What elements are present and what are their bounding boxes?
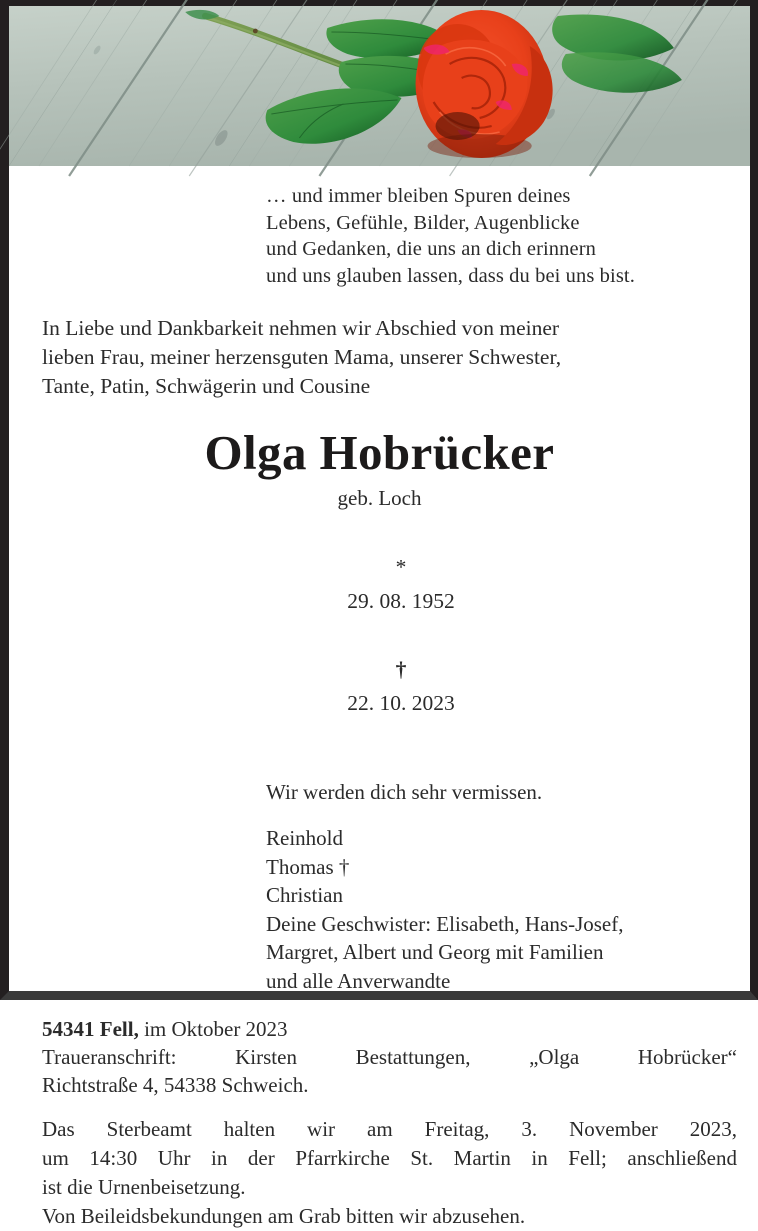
- survivors-list: [30, 806, 729, 995]
- intro-line-3: Tante, Patin, Schwägerin und Cousine: [42, 374, 371, 398]
- deceased-name-block: [30, 401, 729, 754]
- service-line-2: um 14:30 Uhr in der Pfarrkirche St. Martin in Fell; anschließend: [42, 1146, 737, 1170]
- intro-line-2: lieben Frau, meiner herzensguten Mama, unserer Schwester,: [42, 345, 562, 369]
- death-symbol: †: [395, 657, 407, 681]
- notice-date: im Oktober 2023: [144, 1017, 288, 1041]
- survivor-line-3: Christian: [266, 883, 343, 907]
- verse-line-4: und uns glauben lassen, dass du bei uns bist.: [266, 264, 635, 287]
- verse-line-2: Lebens, Gefühle, Bilder, Augenblicke: [266, 211, 580, 234]
- service-line-4: Von Beileidsbekundungen am Grab bitten wir abzusehen.: [42, 1204, 526, 1228]
- memorial-verse: [30, 166, 729, 289]
- survivor-line-1: Reinhold: [266, 826, 343, 850]
- survivor-line-4: Deine Geschwister: Elisabeth, Hans-Josef,: [266, 911, 624, 936]
- birth-symbol: *: [395, 555, 407, 579]
- birth-date: 29. 08. 1952: [347, 589, 455, 613]
- place-name: 54341 Fell,: [42, 1017, 139, 1041]
- farewell-line: Wir werden dich sehr vermissen.: [266, 780, 543, 804]
- deceased-full-name: Olga Hobrücker: [204, 425, 555, 480]
- survivor-line-2: Thomas †: [266, 854, 350, 879]
- intro-line-1: In Liebe und Dankbarkeit nehmen wir Abschied von meiner: [42, 316, 560, 340]
- notice-text-body: [9, 166, 750, 1231]
- service-line-1: Das Sterbeamt halten wir am Freitag, 3. November 2023,: [42, 1117, 737, 1141]
- introduction-paragraph: [30, 289, 729, 401]
- rose-photo-banner: [9, 6, 750, 166]
- death-date: 22. 10. 2023: [347, 691, 455, 715]
- verse-line-1: … und immer bleiben Spuren deines: [266, 185, 571, 207]
- survivor-line-6: und alle Anverwandte: [266, 968, 451, 993]
- rose-photo-illustration: [9, 6, 750, 166]
- street-address-line: Richtstraße 4, 54338 Schweich.: [42, 1073, 309, 1097]
- verse-line-3: und Gedanken, die uns an dich erinnern: [266, 238, 596, 260]
- survivor-line-5: Margret, Albert und Georg mit Familien: [266, 940, 604, 964]
- deceased-maiden-name: geb. Loch: [337, 486, 422, 510]
- mourning-address-line: Traueranschrift: Kirsten Bestattungen, „Olga Hobrücker“: [42, 1045, 737, 1069]
- service-line-3: ist die Urnenbeisetzung.: [42, 1175, 246, 1199]
- life-dates: [30, 513, 729, 754]
- address-block: [30, 995, 737, 1099]
- place-and-date-line: [42, 1015, 729, 1043]
- service-details-block: [30, 1099, 737, 1231]
